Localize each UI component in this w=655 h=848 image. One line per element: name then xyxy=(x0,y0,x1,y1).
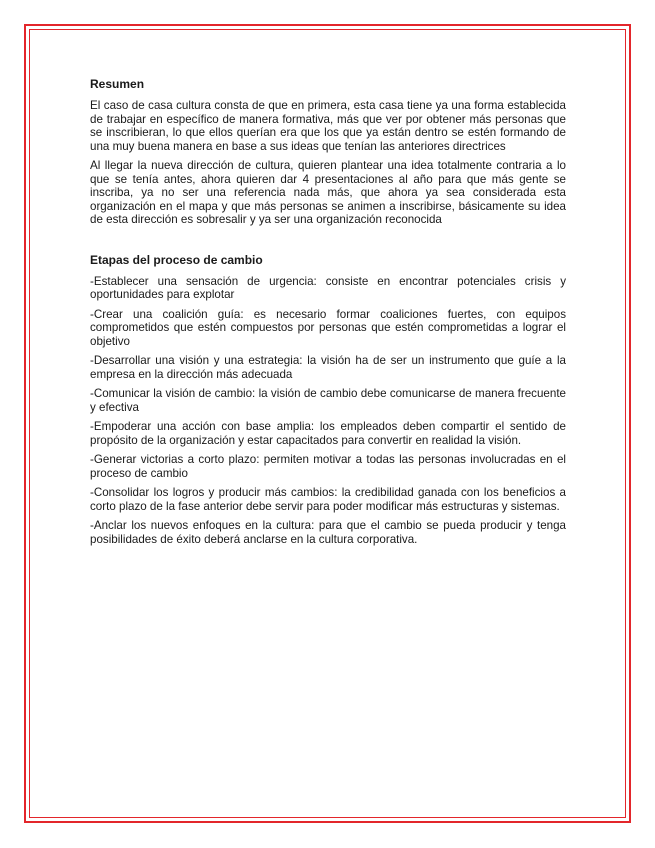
stage-item-anchor: -Anclar los nuevos enfoques en la cultura: para que el cambio se pueda producir y tenga posibilidades de éxito deberá anclarse en la cultura corporativa. xyxy=(90,519,566,546)
stage-item-communicate: -Comunicar la visión de cambio: la visión de cambio debe comunicarse de manera frecuente y efectiva xyxy=(90,387,566,414)
stage-item-short-term-wins: -Generar victorias a corto plazo: permiten motivar a todas las personas involucradas en el proceso de cambio xyxy=(90,453,566,480)
document-body xyxy=(90,77,566,552)
stage-item-vision: -Desarrollar una visión y una estrategia: la visión ha de ser un instrumento que guíe a la empresa en la dirección más adecuada xyxy=(90,354,566,381)
stage-item-coalition: -Crear una coalición guía: es necesario formar coaliciones fuertes, con equipos comprometidos que estén compuestos por personas que estén comprometidas a lograr el objetivo xyxy=(90,307,566,348)
summary-paragraph-1: El caso de casa cultura consta de que en primera, esta casa tiene ya una forma establecida de trabajar en específico de manera formativa, más que ver por obtener más personas que se inscribieran, lo que ellos querían era que los que ya están dentro se estén formando de una muy buena manera en base a sus ideas que tenían las anteriores directrices xyxy=(90,99,566,153)
summary-heading: Resumen xyxy=(90,77,145,91)
stage-item-consolidate: -Consolidar los logros y producir más cambios: la credibilidad ganada con los beneficios a corto plazo de la fase anterior debe servir para poder modificar más estructuras y sistemas. xyxy=(90,486,566,513)
summary-paragraph-2: Al llegar la nueva dirección de cultura, quieren plantear una idea totalmente contraria a lo que se tenía antes, ahora quieren dar 4 presentaciones al año para que más gente se inscriba, ya no ser una referencia nada más, que ahora ya sea considerada esta organización en el mapa y que más personas se animen a inscribirse, básicamente su idea de esta dirección es sobresalir y ya ser una organización reconocida xyxy=(90,159,566,226)
stages-heading: Etapas del proceso de cambio xyxy=(90,252,263,267)
section-spacer xyxy=(90,233,566,253)
stage-item-empower: -Empoderar una acción con base amplia: los empleados deben compartir el sentido de propósito de la organización y estar capacitados para convertir en realidad la visión. xyxy=(90,420,566,447)
stage-item-urgency: -Establecer una sensación de urgencia: consiste en encontrar potenciales crisis y oportunidades para explotar xyxy=(90,274,566,301)
